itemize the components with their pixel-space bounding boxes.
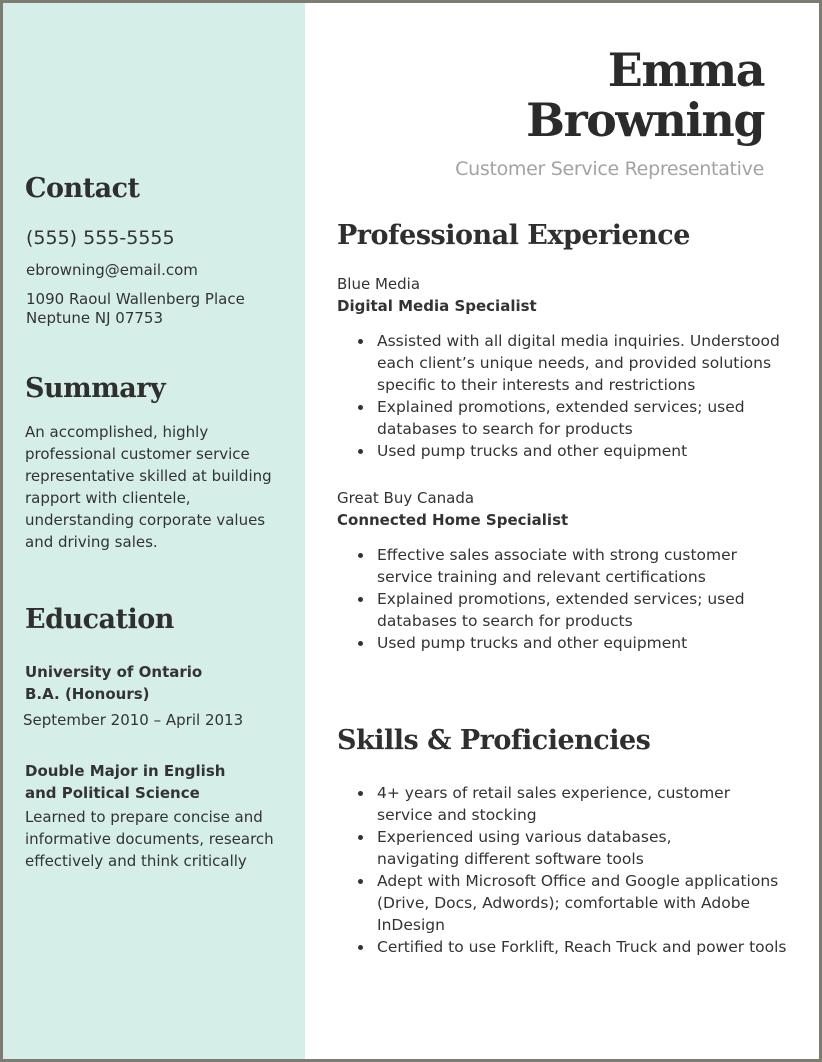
major-line1: Double Major in English: [25, 762, 226, 780]
contact-heading: Contact: [25, 173, 140, 204]
summary-line: An accomplished, highly: [25, 423, 209, 441]
bullet-item: Explained promotions, extended services; used databases to search for products: [337, 588, 757, 632]
bullet-item: Used pump trucks and other equipment: [337, 440, 787, 462]
major-line2: and Political Science: [25, 784, 200, 802]
summary-line: understanding corporate values: [25, 511, 266, 529]
bullet-item: Assisted with all digital media inquiries. Understood each client’s unique needs, and provided solutions specific to their interests and restrictions: [337, 330, 787, 396]
bullet-item: Explained promotions, extended services; used databases to search for products: [337, 396, 757, 440]
skill-item: Certified to use Forklift, Reach Truck and power tools: [337, 936, 807, 958]
company: Great Buy Canada: [337, 489, 475, 507]
summary-line: and driving sales.: [25, 533, 158, 551]
education-desc-line: effectively and think critically: [25, 852, 247, 870]
job-bullets: [337, 330, 787, 462]
education-heading: Education: [25, 604, 174, 635]
education-desc-line: Learned to prepare concise and: [25, 808, 263, 826]
skills-list: [337, 782, 807, 958]
phone: (555) 555-5555: [26, 227, 175, 249]
skill-item: Experienced using various databases, navigating different software tools: [337, 826, 757, 870]
address-line1: 1090 Raoul Wallenberg Place: [26, 290, 245, 308]
skill-item: 4+ years of retail sales experience, customer service and stocking: [337, 782, 782, 826]
education-desc-line: informative documents, research: [25, 830, 274, 848]
first-name: Emma: [607, 43, 764, 97]
summary-text: [25, 421, 272, 553]
summary-line: rapport with clientele,: [25, 489, 191, 507]
summary-line: representative skilled at building: [25, 467, 272, 485]
job-title: Customer Service Representative: [455, 158, 764, 180]
education-dates: September 2010 – April 2013: [23, 711, 244, 729]
experience-heading: Professional Experience: [337, 220, 690, 251]
company: Blue Media: [337, 275, 421, 293]
bullet-item: Effective sales associate with strong customer service training and relevant certifications: [337, 544, 797, 588]
education-description: [25, 806, 274, 872]
job-bullets: [337, 544, 797, 654]
job-role: Connected Home Specialist: [337, 511, 569, 529]
summary-line: professional customer service: [25, 445, 250, 463]
job-role: Digital Media Specialist: [337, 297, 537, 315]
email: ebrowning@email.com: [26, 261, 198, 279]
summary-heading: Summary: [25, 373, 166, 404]
skill-item: Adept with Microsoft Office and Google applications (Drive, Docs, Adwords); comfortable with Adobe InDesign: [337, 870, 782, 936]
address-line2: Neptune NJ 07753: [26, 309, 163, 327]
bullet-item: Used pump trucks and other equipment: [337, 632, 787, 654]
last-name: Browning: [526, 93, 764, 147]
skills-heading: Skills & Proficiencies: [337, 725, 651, 756]
degree: B.A. (Honours): [25, 685, 150, 703]
school: University of Ontario: [25, 663, 203, 681]
